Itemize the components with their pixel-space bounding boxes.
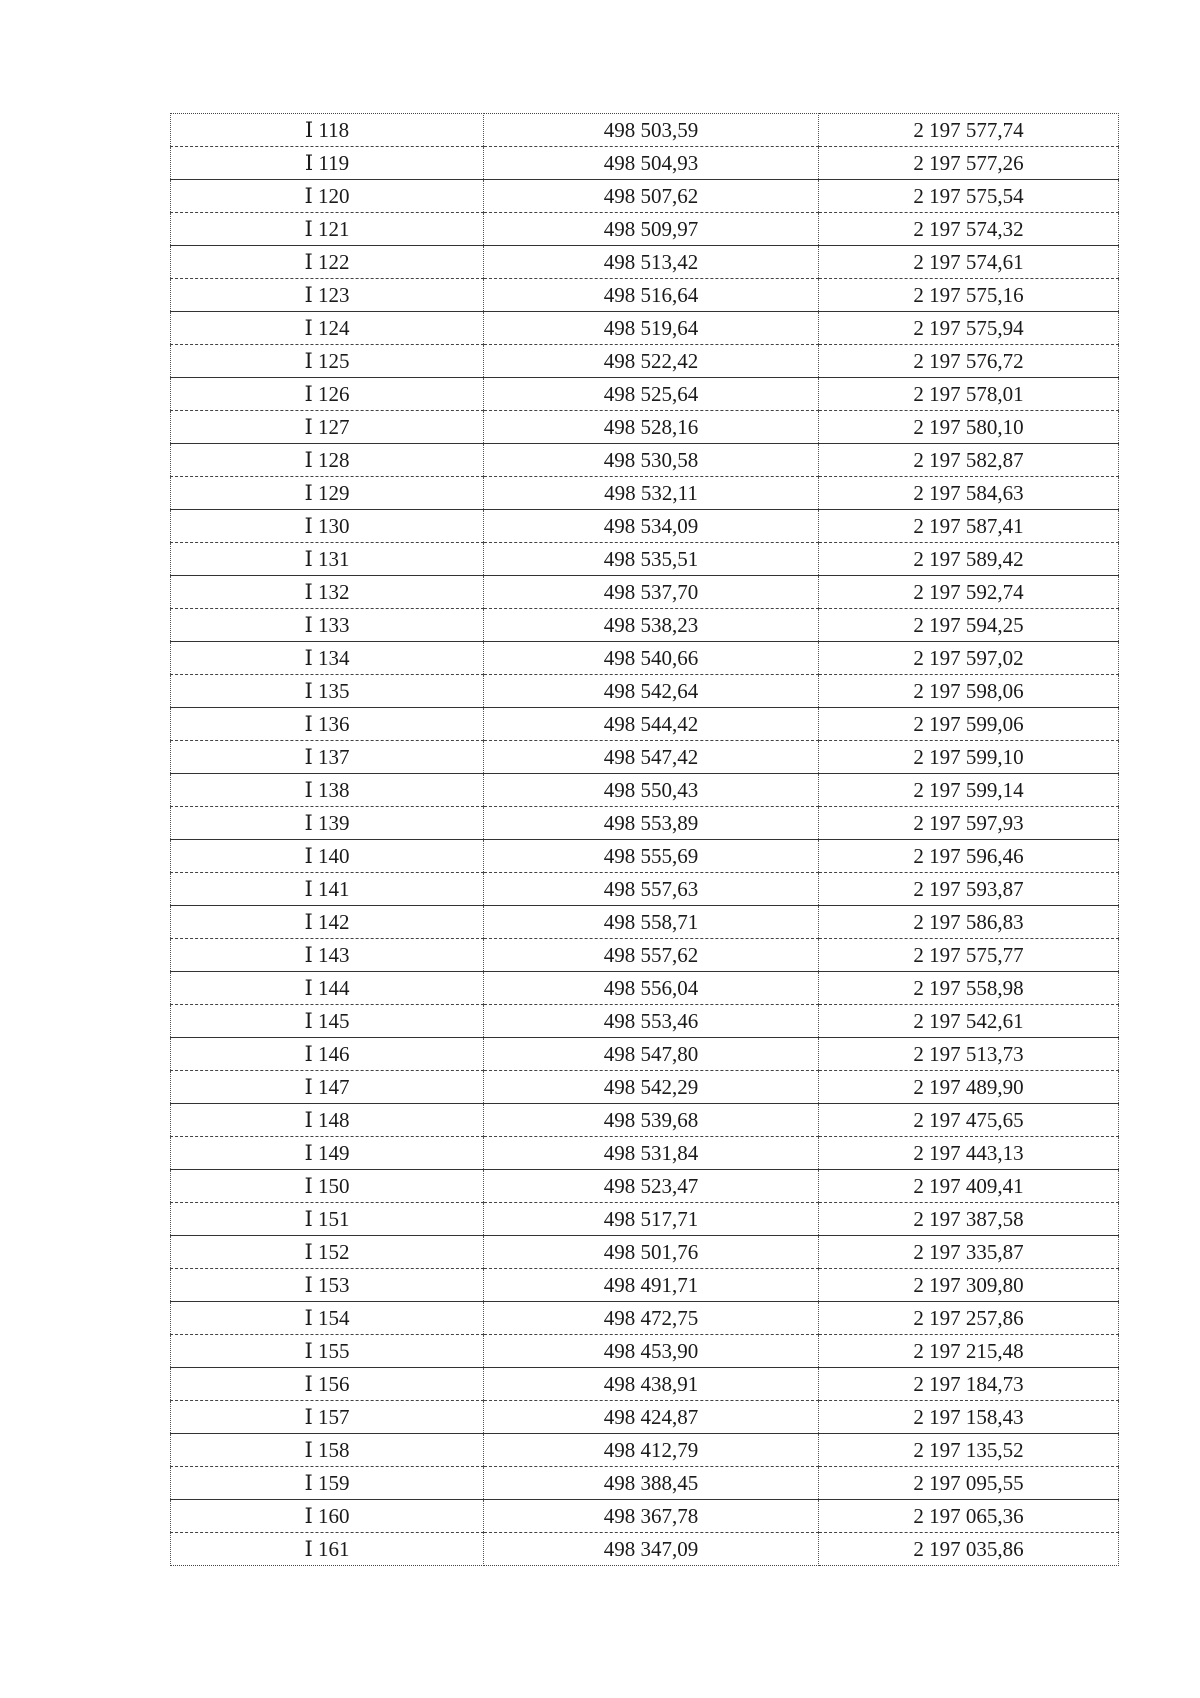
x-coordinate-cell: 498 367,78 (484, 1500, 819, 1533)
table-row (171, 1335, 1119, 1368)
point-number-cell: Ⅰ 147 (171, 1071, 484, 1104)
point-number-cell: Ⅰ 155 (171, 1335, 484, 1368)
point-number-cell: Ⅰ 161 (171, 1533, 484, 1566)
x-coordinate-cell: 498 557,63 (484, 873, 819, 906)
table-row (171, 1467, 1119, 1500)
table-row (171, 1203, 1119, 1236)
table-row (171, 114, 1119, 147)
table-row (171, 345, 1119, 378)
x-coordinate-cell: 498 534,09 (484, 510, 819, 543)
y-coordinate-cell: 2 197 597,93 (819, 807, 1119, 840)
y-coordinate-cell: 2 197 599,06 (819, 708, 1119, 741)
y-coordinate-cell: 2 197 578,01 (819, 378, 1119, 411)
y-coordinate-cell: 2 197 576,72 (819, 345, 1119, 378)
y-coordinate-cell: 2 197 574,32 (819, 213, 1119, 246)
x-coordinate-cell: 498 540,66 (484, 642, 819, 675)
table-row (171, 1071, 1119, 1104)
y-coordinate-cell: 2 197 158,43 (819, 1401, 1119, 1434)
point-number-cell: Ⅰ 141 (171, 873, 484, 906)
x-coordinate-cell: 498 491,71 (484, 1269, 819, 1302)
x-coordinate-cell: 498 519,64 (484, 312, 819, 345)
x-coordinate-cell: 498 550,43 (484, 774, 819, 807)
y-coordinate-cell: 2 197 599,14 (819, 774, 1119, 807)
y-coordinate-cell: 2 197 575,77 (819, 939, 1119, 972)
y-coordinate-cell: 2 197 574,61 (819, 246, 1119, 279)
table-row (171, 1005, 1119, 1038)
y-coordinate-cell: 2 197 409,41 (819, 1170, 1119, 1203)
y-coordinate-cell: 2 197 598,06 (819, 675, 1119, 708)
point-number-cell: Ⅰ 149 (171, 1137, 484, 1170)
y-coordinate-cell: 2 197 215,48 (819, 1335, 1119, 1368)
table-row (171, 1533, 1119, 1566)
point-number-cell: Ⅰ 133 (171, 609, 484, 642)
y-coordinate-cell: 2 197 095,55 (819, 1467, 1119, 1500)
y-coordinate-cell: 2 197 584,63 (819, 477, 1119, 510)
table-row (171, 1434, 1119, 1467)
x-coordinate-cell: 498 509,97 (484, 213, 819, 246)
table-row (171, 510, 1119, 543)
point-number-cell: Ⅰ 142 (171, 906, 484, 939)
x-coordinate-cell: 498 535,51 (484, 543, 819, 576)
x-coordinate-cell: 498 528,16 (484, 411, 819, 444)
y-coordinate-cell: 2 197 135,52 (819, 1434, 1119, 1467)
y-coordinate-cell: 2 197 586,83 (819, 906, 1119, 939)
point-number-cell: Ⅰ 122 (171, 246, 484, 279)
y-coordinate-cell: 2 197 575,16 (819, 279, 1119, 312)
point-number-cell: Ⅰ 143 (171, 939, 484, 972)
x-coordinate-cell: 498 388,45 (484, 1467, 819, 1500)
table-row (171, 642, 1119, 675)
x-coordinate-cell: 498 539,68 (484, 1104, 819, 1137)
point-number-cell: Ⅰ 148 (171, 1104, 484, 1137)
y-coordinate-cell: 2 197 387,58 (819, 1203, 1119, 1236)
y-coordinate-cell: 2 197 443,13 (819, 1137, 1119, 1170)
point-number-cell: Ⅰ 125 (171, 345, 484, 378)
point-number-cell: Ⅰ 136 (171, 708, 484, 741)
table-row (171, 543, 1119, 576)
x-coordinate-cell: 498 513,42 (484, 246, 819, 279)
x-coordinate-cell: 498 503,59 (484, 114, 819, 147)
y-coordinate-cell: 2 197 577,26 (819, 147, 1119, 180)
point-number-cell: Ⅰ 160 (171, 1500, 484, 1533)
point-number-cell: Ⅰ 126 (171, 378, 484, 411)
x-coordinate-cell: 498 558,71 (484, 906, 819, 939)
table-row (171, 576, 1119, 609)
x-coordinate-cell: 498 412,79 (484, 1434, 819, 1467)
point-number-cell: Ⅰ 135 (171, 675, 484, 708)
point-number-cell: Ⅰ 128 (171, 444, 484, 477)
y-coordinate-cell: 2 197 575,94 (819, 312, 1119, 345)
point-number-cell: Ⅰ 154 (171, 1302, 484, 1335)
table-row (171, 312, 1119, 345)
point-number-cell: Ⅰ 124 (171, 312, 484, 345)
y-coordinate-cell: 2 197 513,73 (819, 1038, 1119, 1071)
point-number-cell: Ⅰ 145 (171, 1005, 484, 1038)
table-row (171, 246, 1119, 279)
table-row (171, 873, 1119, 906)
y-coordinate-cell: 2 197 577,74 (819, 114, 1119, 147)
y-coordinate-cell: 2 197 475,65 (819, 1104, 1119, 1137)
point-number-cell: Ⅰ 157 (171, 1401, 484, 1434)
point-number-cell: Ⅰ 146 (171, 1038, 484, 1071)
table-row (171, 147, 1119, 180)
x-coordinate-cell: 498 555,69 (484, 840, 819, 873)
y-coordinate-cell: 2 197 335,87 (819, 1236, 1119, 1269)
point-number-cell: Ⅰ 158 (171, 1434, 484, 1467)
y-coordinate-cell: 2 197 594,25 (819, 609, 1119, 642)
point-number-cell: Ⅰ 129 (171, 477, 484, 510)
table-row (171, 1302, 1119, 1335)
point-number-cell: Ⅰ 150 (171, 1170, 484, 1203)
x-coordinate-cell: 498 504,93 (484, 147, 819, 180)
point-number-cell: Ⅰ 134 (171, 642, 484, 675)
y-coordinate-cell: 2 197 575,54 (819, 180, 1119, 213)
y-coordinate-cell: 2 197 599,10 (819, 741, 1119, 774)
table-row (171, 609, 1119, 642)
table-row (171, 213, 1119, 246)
x-coordinate-cell: 498 472,75 (484, 1302, 819, 1335)
coordinates-table (170, 113, 1119, 1566)
x-coordinate-cell: 498 453,90 (484, 1335, 819, 1368)
x-coordinate-cell: 498 507,62 (484, 180, 819, 213)
y-coordinate-cell: 2 197 587,41 (819, 510, 1119, 543)
y-coordinate-cell: 2 197 592,74 (819, 576, 1119, 609)
x-coordinate-cell: 498 532,11 (484, 477, 819, 510)
x-coordinate-cell: 498 424,87 (484, 1401, 819, 1434)
table-row (171, 1500, 1119, 1533)
table-row (171, 807, 1119, 840)
table-row (171, 939, 1119, 972)
table-row (171, 741, 1119, 774)
y-coordinate-cell: 2 197 489,90 (819, 1071, 1119, 1104)
table-row (171, 1368, 1119, 1401)
table-row (171, 1269, 1119, 1302)
table-row (171, 477, 1119, 510)
point-number-cell: Ⅰ 123 (171, 279, 484, 312)
x-coordinate-cell: 498 531,84 (484, 1137, 819, 1170)
y-coordinate-cell: 2 197 309,80 (819, 1269, 1119, 1302)
point-number-cell: Ⅰ 156 (171, 1368, 484, 1401)
x-coordinate-cell: 498 522,42 (484, 345, 819, 378)
point-number-cell: Ⅰ 139 (171, 807, 484, 840)
x-coordinate-cell: 498 542,29 (484, 1071, 819, 1104)
y-coordinate-cell: 2 197 580,10 (819, 411, 1119, 444)
table-row (171, 1401, 1119, 1434)
y-coordinate-cell: 2 197 596,46 (819, 840, 1119, 873)
y-coordinate-cell: 2 197 184,73 (819, 1368, 1119, 1401)
point-number-cell: Ⅰ 118 (171, 114, 484, 147)
table-row (171, 972, 1119, 1005)
table-row (171, 279, 1119, 312)
table-row (171, 411, 1119, 444)
x-coordinate-cell: 498 538,23 (484, 609, 819, 642)
y-coordinate-cell: 2 197 597,02 (819, 642, 1119, 675)
x-coordinate-cell: 498 544,42 (484, 708, 819, 741)
x-coordinate-cell: 498 516,64 (484, 279, 819, 312)
table-row (171, 840, 1119, 873)
x-coordinate-cell: 498 523,47 (484, 1170, 819, 1203)
table-row (171, 1170, 1119, 1203)
table-row (171, 1038, 1119, 1071)
point-number-cell: Ⅰ 140 (171, 840, 484, 873)
x-coordinate-cell: 498 547,80 (484, 1038, 819, 1071)
x-coordinate-cell: 498 537,70 (484, 576, 819, 609)
point-number-cell: Ⅰ 120 (171, 180, 484, 213)
point-number-cell: Ⅰ 119 (171, 147, 484, 180)
table-row (171, 378, 1119, 411)
point-number-cell: Ⅰ 127 (171, 411, 484, 444)
table-row (171, 906, 1119, 939)
x-coordinate-cell: 498 557,62 (484, 939, 819, 972)
x-coordinate-cell: 498 347,09 (484, 1533, 819, 1566)
point-number-cell: Ⅰ 121 (171, 213, 484, 246)
table-row (171, 444, 1119, 477)
point-number-cell: Ⅰ 138 (171, 774, 484, 807)
x-coordinate-cell: 498 556,04 (484, 972, 819, 1005)
coordinates-table-body (171, 114, 1119, 1566)
y-coordinate-cell: 2 197 582,87 (819, 444, 1119, 477)
table-row (171, 774, 1119, 807)
point-number-cell: Ⅰ 131 (171, 543, 484, 576)
x-coordinate-cell: 498 501,76 (484, 1236, 819, 1269)
x-coordinate-cell: 498 438,91 (484, 1368, 819, 1401)
point-number-cell: Ⅰ 152 (171, 1236, 484, 1269)
table-row (171, 1236, 1119, 1269)
y-coordinate-cell: 2 197 257,86 (819, 1302, 1119, 1335)
x-coordinate-cell: 498 553,89 (484, 807, 819, 840)
x-coordinate-cell: 498 525,64 (484, 378, 819, 411)
y-coordinate-cell: 2 197 542,61 (819, 1005, 1119, 1038)
point-number-cell: Ⅰ 130 (171, 510, 484, 543)
table-row (171, 1137, 1119, 1170)
x-coordinate-cell: 498 530,58 (484, 444, 819, 477)
y-coordinate-cell: 2 197 035,86 (819, 1533, 1119, 1566)
point-number-cell: Ⅰ 153 (171, 1269, 484, 1302)
point-number-cell: Ⅰ 159 (171, 1467, 484, 1500)
table-row (171, 1104, 1119, 1137)
x-coordinate-cell: 498 542,64 (484, 675, 819, 708)
point-number-cell: Ⅰ 132 (171, 576, 484, 609)
x-coordinate-cell: 498 553,46 (484, 1005, 819, 1038)
point-number-cell: Ⅰ 144 (171, 972, 484, 1005)
point-number-cell: Ⅰ 151 (171, 1203, 484, 1236)
y-coordinate-cell: 2 197 593,87 (819, 873, 1119, 906)
table-row (171, 180, 1119, 213)
y-coordinate-cell: 2 197 558,98 (819, 972, 1119, 1005)
table-row (171, 708, 1119, 741)
y-coordinate-cell: 2 197 065,36 (819, 1500, 1119, 1533)
y-coordinate-cell: 2 197 589,42 (819, 543, 1119, 576)
point-number-cell: Ⅰ 137 (171, 741, 484, 774)
x-coordinate-cell: 498 517,71 (484, 1203, 819, 1236)
table-row (171, 675, 1119, 708)
x-coordinate-cell: 498 547,42 (484, 741, 819, 774)
